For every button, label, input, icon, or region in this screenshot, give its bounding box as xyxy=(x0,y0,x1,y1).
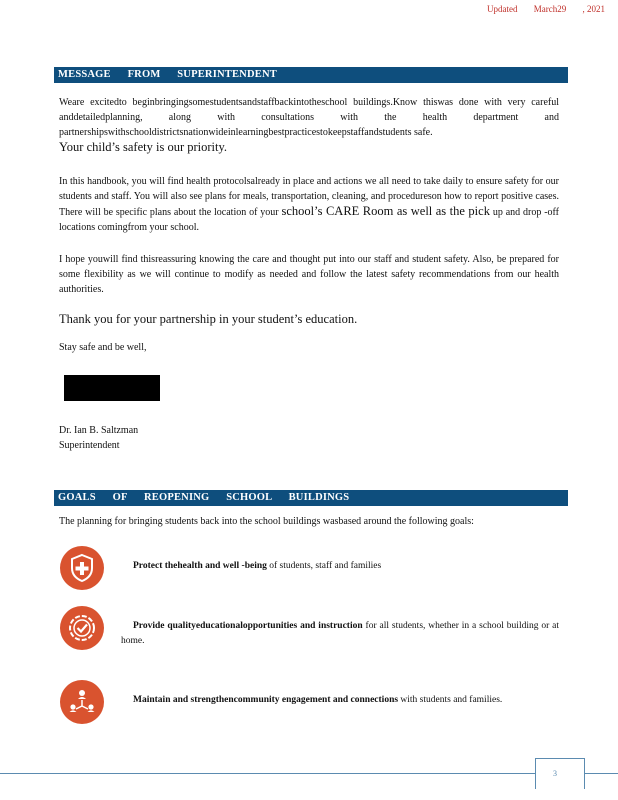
goals-intro: The planning for bringing students back into the school buildings wasbased around the following goals: xyxy=(59,516,474,527)
community-network-icon xyxy=(60,680,104,724)
badge-check-icon xyxy=(60,606,104,650)
goal-3-text: with students and families. xyxy=(398,695,503,705)
message-paragraph-2 xyxy=(59,174,559,235)
goal-1-bold: Protect thehealth and well -being xyxy=(133,561,267,571)
goal-item-1 xyxy=(121,559,559,574)
updated-label: Updated xyxy=(487,4,518,14)
updated-date xyxy=(487,4,605,14)
message-paragraph-1 xyxy=(59,95,559,156)
message-p1-text: Weare excitedto beginbringingsomestudentsandstaffbackintotheschool buildings.Know thiswas done with very careful anddetailedplanning, along with consultations with the health department and partnershipswithschooldistrictsnationwideinlearningbestpracticestokeepstaffandstudents safe. xyxy=(59,97,559,138)
goal-2-text: for all students, whether in a school building or at home. xyxy=(121,621,560,646)
shield-plus-icon xyxy=(60,546,104,590)
goal-item-2 xyxy=(121,619,559,649)
signer-block xyxy=(59,423,559,453)
closing-text: Stay safe and be well, xyxy=(59,342,147,353)
footer-divider xyxy=(0,773,618,774)
signer-name: Dr. Ian B. Saltzman xyxy=(59,425,139,436)
goal-1-text: of students, staff and families xyxy=(266,561,382,571)
message-p2-end-text: up and drop -off locations comingfrom your school. xyxy=(59,207,560,233)
message-p2-text: In this handbook, you will find health protocolsalready in place and actions we all need to take daily to ensure safety for our students and staff. You will also see plans for meals, transportation, cleaning, and procedureson how to report positive cases. There will be specific plans about the location of your xyxy=(59,176,559,218)
goal-2-bold: Provide qualityeducationalopportunities and instruction xyxy=(133,621,363,631)
signer-title: Superintendent xyxy=(59,440,120,451)
updated-year: , 2021 xyxy=(582,4,605,14)
goal-item-3 xyxy=(121,693,559,708)
safety-priority-text: Your child’s safety is our priority. xyxy=(59,140,228,154)
thank-you-text: Thank you for your partnership in your student’s education. xyxy=(59,312,358,326)
page-number: 3 xyxy=(553,769,557,778)
updated-month: March29 xyxy=(533,4,567,14)
goals-heading: GOALS OF REOPENING SCHOOL BUILDINGS xyxy=(54,490,568,506)
message-paragraph-3: I hope youwill find thisreassuring knowing the care and thought put into our staff and student safety. Also, be prepared for some flexibility as we will continue to modify as needed and follow the latest safety recommendations from our health authorities. xyxy=(59,254,559,295)
goal-3-bold: Maintain and strengthencommunity engagement and connections xyxy=(133,695,399,705)
care-room-text: school’s CARE Room as well as the pick xyxy=(281,204,490,218)
footer-page-tab xyxy=(535,758,585,789)
redacted-signature xyxy=(64,375,160,401)
message-heading: MESSAGE FROM SUPERINTENDENT xyxy=(54,67,568,83)
